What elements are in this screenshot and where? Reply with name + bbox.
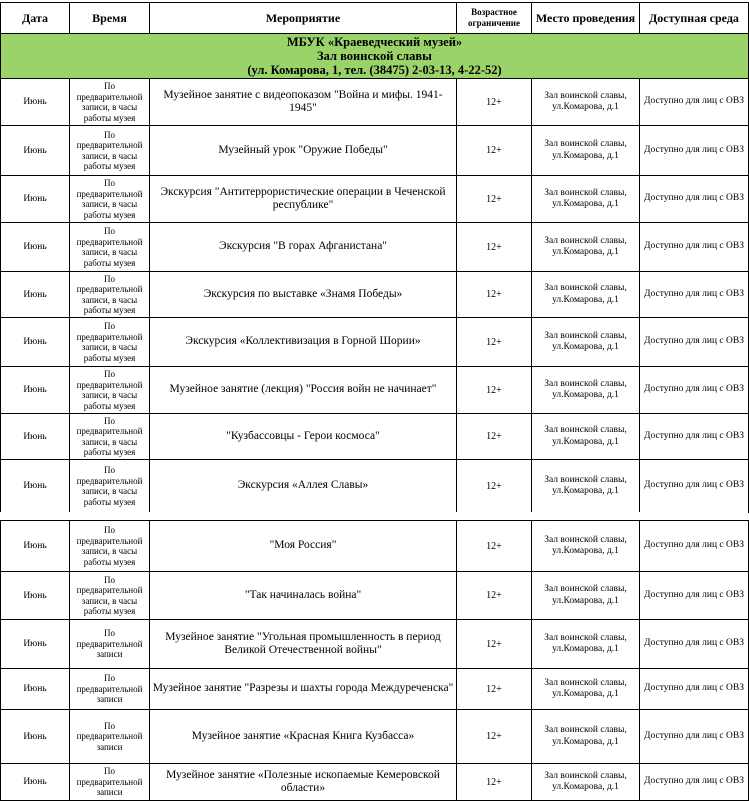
table-row xyxy=(1,272,749,318)
time-cell: По предварительной записи xyxy=(70,710,150,764)
event-cell: "Моя Россия" xyxy=(150,521,457,572)
venue-name: МБУК «Краеведческий музей» xyxy=(286,35,463,49)
access-cell: Доступно для лиц с ОВЗ xyxy=(640,126,749,176)
time-cell: По предварительной записи, в часы работы музея xyxy=(70,176,150,223)
place-cell: Зал воинской славы, ул.Комарова, д.1 xyxy=(532,367,640,414)
place-cell: Зал воинской славы, ул.Комарова, д.1 xyxy=(532,176,640,223)
date-cell: Июнь xyxy=(1,414,70,460)
age-cell: 12+ xyxy=(457,764,532,801)
age-cell: 12+ xyxy=(457,521,532,572)
table-row xyxy=(1,79,749,126)
age-cell: 12+ xyxy=(457,710,532,764)
hall-name: Зал воинской славы xyxy=(317,49,432,63)
age-cell: 12+ xyxy=(457,318,532,367)
event-cell: "Кузбассовцы - Герои космоса" xyxy=(150,414,457,460)
time-cell: По предварительной записи, в часы работы музея xyxy=(70,223,150,272)
access-cell: Доступно для лиц с ОВЗ xyxy=(640,521,749,572)
table-row xyxy=(1,521,749,572)
access-cell: Доступно для лиц с ОВЗ xyxy=(640,460,749,513)
table-row xyxy=(1,414,749,460)
age-cell: 12+ xyxy=(457,620,532,669)
access-cell: Доступно для лиц с ОВЗ xyxy=(640,572,749,620)
header-date: Дата xyxy=(1,3,70,34)
date-cell: Июнь xyxy=(1,318,70,367)
date-cell: Июнь xyxy=(1,367,70,414)
time-cell: По предварительной записи, в часы работы музея xyxy=(70,414,150,460)
access-cell: Доступно для лиц с ОВЗ xyxy=(640,414,749,460)
age-cell: 12+ xyxy=(457,176,532,223)
age-cell: 12+ xyxy=(457,126,532,176)
access-cell: Доступно для лиц с ОВЗ xyxy=(640,710,749,764)
time-cell: По предварительной записи, в часы работы музея xyxy=(70,126,150,176)
event-cell: Музейное занятие (лекция) "Россия войн не начинает" xyxy=(150,367,457,414)
date-cell: Июнь xyxy=(1,126,70,176)
table-row xyxy=(1,367,749,414)
venue-address: (ул. Комарова, 1, тел. (38475) 2-03-13, 4-22-52) xyxy=(247,63,502,77)
header-time: Время xyxy=(70,3,150,34)
event-cell: Музейный урок "Оружие Победы" xyxy=(150,126,457,176)
event-cell: Экскурсия «Аллея Славы» xyxy=(150,460,457,513)
place-cell: Зал воинской славы, ул.Комарова, д.1 xyxy=(532,572,640,620)
events-table-part1 xyxy=(0,2,749,513)
date-cell: Июнь xyxy=(1,764,70,801)
access-cell: Доступно для лиц с ОВЗ xyxy=(640,764,749,801)
date-cell: Июнь xyxy=(1,572,70,620)
place-cell: Зал воинской славы, ул.Комарова, д.1 xyxy=(532,414,640,460)
age-cell: 12+ xyxy=(457,79,532,126)
table-header-row xyxy=(1,3,749,34)
time-cell: По предварительной записи, в часы работы музея xyxy=(70,521,150,572)
event-cell: Музейное занятие "Угольная промышленность в период Великой Отечественной войны" xyxy=(150,620,457,669)
time-cell: По предварительной записи, в часы работы музея xyxy=(70,272,150,318)
table-row xyxy=(1,572,749,620)
date-cell: Июнь xyxy=(1,460,70,513)
date-cell: Июнь xyxy=(1,272,70,318)
place-cell: Зал воинской славы, ул.Комарова, д.1 xyxy=(532,460,640,513)
time-cell: По предварительной записи, в часы работы музея xyxy=(70,79,150,126)
table-row xyxy=(1,620,749,669)
place-cell: Зал воинской славы, ул.Комарова, д.1 xyxy=(532,764,640,801)
date-cell: Июнь xyxy=(1,710,70,764)
age-cell: 12+ xyxy=(457,367,532,414)
time-cell: По предварительной записи, в часы работы музея xyxy=(70,318,150,367)
place-cell: Зал воинской славы, ул.Комарова, д.1 xyxy=(532,521,640,572)
date-cell: Июнь xyxy=(1,620,70,669)
header-event: Мероприятие xyxy=(150,3,457,34)
age-cell: 12+ xyxy=(457,272,532,318)
time-cell: По предварительной записи, в часы работы музея xyxy=(70,460,150,513)
event-cell: Музейное занятие с видеопоказом "Война и мифы. 1941-1945" xyxy=(150,79,457,126)
table-row xyxy=(1,318,749,367)
time-cell: По предварительной записи xyxy=(70,669,150,710)
table-row xyxy=(1,126,749,176)
header-access: Доступная среда xyxy=(640,3,749,34)
place-cell: Зал воинской славы, ул.Комарова, д.1 xyxy=(532,272,640,318)
event-cell: Экскурсия "В горах Афганистана" xyxy=(150,223,457,272)
header-age: Возрастное ограничение xyxy=(457,3,532,34)
access-cell: Доступно для лиц с ОВЗ xyxy=(640,620,749,669)
time-cell: По предварительной записи xyxy=(70,620,150,669)
place-cell: Зал воинской славы, ул.Комарова, д.1 xyxy=(532,223,640,272)
place-cell: Зал воинской славы, ул.Комарова, д.1 xyxy=(532,669,640,710)
access-cell: Доступно для лиц с ОВЗ xyxy=(640,79,749,126)
date-cell: Июнь xyxy=(1,669,70,710)
event-cell: Экскурсия «Коллективизация в Горной Шории» xyxy=(150,318,457,367)
place-cell: Зал воинской славы, ул.Комарова, д.1 xyxy=(532,710,640,764)
place-cell: Зал воинской славы, ул.Комарова, д.1 xyxy=(532,79,640,126)
table-row xyxy=(1,764,749,801)
page-separator xyxy=(0,512,748,520)
event-cell: Экскурсия "Антитеррористические операции в Чеченской республике" xyxy=(150,176,457,223)
header-place: Место проведения xyxy=(532,3,640,34)
venue-banner-row xyxy=(1,34,749,79)
access-cell: Доступно для лиц с ОВЗ xyxy=(640,223,749,272)
table-row xyxy=(1,710,749,764)
place-cell: Зал воинской славы, ул.Комарова, д.1 xyxy=(532,620,640,669)
access-cell: Доступно для лиц с ОВЗ xyxy=(640,669,749,710)
table-row xyxy=(1,176,749,223)
event-cell: Экскурсия по выставке «Знамя Победы» xyxy=(150,272,457,318)
date-cell: Июнь xyxy=(1,521,70,572)
date-cell: Июнь xyxy=(1,176,70,223)
event-cell: Музейное занятие "Разрезы и шахты города Междуреченска" xyxy=(150,669,457,710)
event-cell: "Так начиналась война" xyxy=(150,572,457,620)
age-cell: 12+ xyxy=(457,414,532,460)
place-cell: Зал воинской славы, ул.Комарова, д.1 xyxy=(532,126,640,176)
access-cell: Доступно для лиц с ОВЗ xyxy=(640,318,749,367)
age-cell: 12+ xyxy=(457,223,532,272)
access-cell: Доступно для лиц с ОВЗ xyxy=(640,272,749,318)
event-cell: Музейное занятие «Красная Книга Кузбасса» xyxy=(150,710,457,764)
age-cell: 12+ xyxy=(457,572,532,620)
table-row xyxy=(1,669,749,710)
time-cell: По предварительной записи, в часы работы музея xyxy=(70,572,150,620)
access-cell: Доступно для лиц с ОВЗ xyxy=(640,367,749,414)
table-row xyxy=(1,460,749,513)
place-cell: Зал воинской славы, ул.Комарова, д.1 xyxy=(532,318,640,367)
table-row xyxy=(1,223,749,272)
date-cell: Июнь xyxy=(1,223,70,272)
events-table-part2 xyxy=(0,520,749,801)
time-cell: По предварительной записи xyxy=(70,764,150,801)
venue-banner xyxy=(1,34,749,79)
time-cell: По предварительной записи, в часы работы музея xyxy=(70,367,150,414)
age-cell: 12+ xyxy=(457,460,532,513)
access-cell: Доступно для лиц с ОВЗ xyxy=(640,176,749,223)
age-cell: 12+ xyxy=(457,669,532,710)
date-cell: Июнь xyxy=(1,79,70,126)
event-cell: Музейное занятие «Полезные ископаемые Кемеровской области» xyxy=(150,764,457,801)
